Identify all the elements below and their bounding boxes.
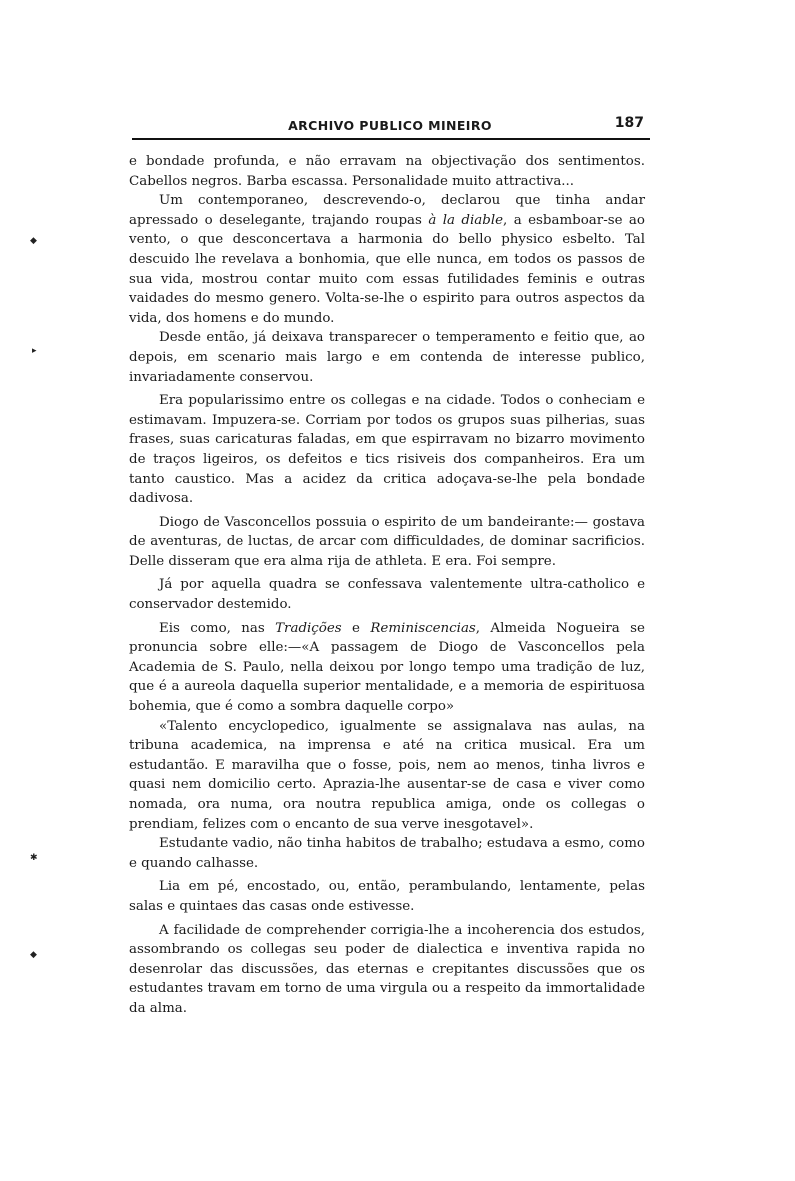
paragraph <box>129 619 645 717</box>
paragraph-text: , a esbamboar-se ao vento, o que desconcertava a harmonia do bello physico esbelto. Tal descuido lhe revelava a bonhomia, que elle nunca, em todos os passos de sua vida, mostrou contar muito com essas futilidades feminis e outras vaidades do mesmo genero. Volta-se-lhe o espirito para outros aspectos da vida, dos homens e do mundo. <box>129 212 645 326</box>
margin-speck: ✱ <box>30 853 38 863</box>
margin-speck: ▸ <box>32 346 37 356</box>
paragraph: A facilidade de comprehender corrigia-lhe a incoherencia dos estudos, assombrando os collegas seu poder de dialectica e inventiva rapida no desenrolar das discussões, das eternas e crepitantes discussões que os estudantes travam em torno de uma virgula ou a respeito da immortalidade da alma. <box>129 922 645 1016</box>
paragraph: «Talento encyclopedico, igualmente se assignalava nas aulas, na tribuna academica, na imprensa e até na critica musical. Era um estudantão. E maravilha que o fosse, pois, nem ao menos, tinha livros e quasi nem domicilio certo. Aprazia-lhe ausentar-se de casa e viver como nomada, ora numa, ora noutra republica amiga, onde os collegas o prendiam, felizes com o encanto de sua verve inesgotavel». <box>129 718 645 832</box>
running-header <box>132 114 648 138</box>
paragraph-text: Um contemporaneo, descrevendo-o, declarou que tinha andar apressado o deselegante, trajando roupas <box>129 193 645 228</box>
paragraph: Diogo de Vasconcellos possuia o espirito de um bandeirante:— gostava de aventuras, de luctas, de arcar com difficuldades, de dominar sacrificios. Delle disseram que era alma rija de athleta. E era. Foi sempre. <box>129 514 645 569</box>
paragraph-text: , Almeida Nogueira se pronuncia sobre elle:—«A passagem de Diogo de Vasconcellos pela Academia de S. Paulo, nella deixou por longo tempo uma tradição de luz, que é a aureola daquella superior mentalidade, e a memoria de espirituosa bohemia, que é como a sombra daquelle corpo» <box>129 620 645 715</box>
header-rule <box>132 138 650 140</box>
body-text <box>129 152 645 1019</box>
book-title: Reminiscencias <box>370 620 476 636</box>
margin-speck: ◆ <box>30 236 37 246</box>
paragraph-text: Eis como, nas <box>159 620 276 636</box>
book-title: Tradições <box>275 620 342 636</box>
paragraph: Era popularissimo entre os collegas e na cidade. Todos o conheciam e estimavam. Impuzera-se. Corriam por todos os grupos suas pilherias, suas frases, suas caricaturas faladas, em que espirravam no bizarro movimento de traços ligeiros, os defeitos e tics risiveis dos companheiros. Era um tanto caustico. Mas a acidez da critica adoçava-se-lhe pela bondade dadivosa. <box>129 393 645 507</box>
page-number: 187 <box>614 115 644 131</box>
italic-phrase: à la diable <box>428 212 504 228</box>
paragraph: Desde então, já deixava transparecer o temperamento e feitio que, ao depois, em scenario mais largo e em contenda de interesse publico, invariadamente conservou. <box>129 330 645 385</box>
paragraph <box>129 191 645 328</box>
paragraph: Estudante vadio, não tinha habitos de trabalho; estudava a esmo, como e quando calhasse. <box>129 836 645 871</box>
running-title: ARCHIVO PUBLICO MINEIRO <box>288 118 492 133</box>
paragraph: Lia em pé, encostado, ou, então, perambulando, lentamente, pelas salas e quintaes das casas onde estivesse. <box>129 879 645 914</box>
paragraph: e bondade profunda, e não erravam na objectivação dos sentimentos. Cabellos negros. Barba escassa. Personalidade muito attractiva... <box>129 154 645 189</box>
margin-speck: ◆ <box>30 950 37 960</box>
paragraph-text: e <box>341 620 371 636</box>
paragraph: Já por aquella quadra se confessava valentemente ultra-catholico e conservador destemido. <box>129 577 645 613</box>
